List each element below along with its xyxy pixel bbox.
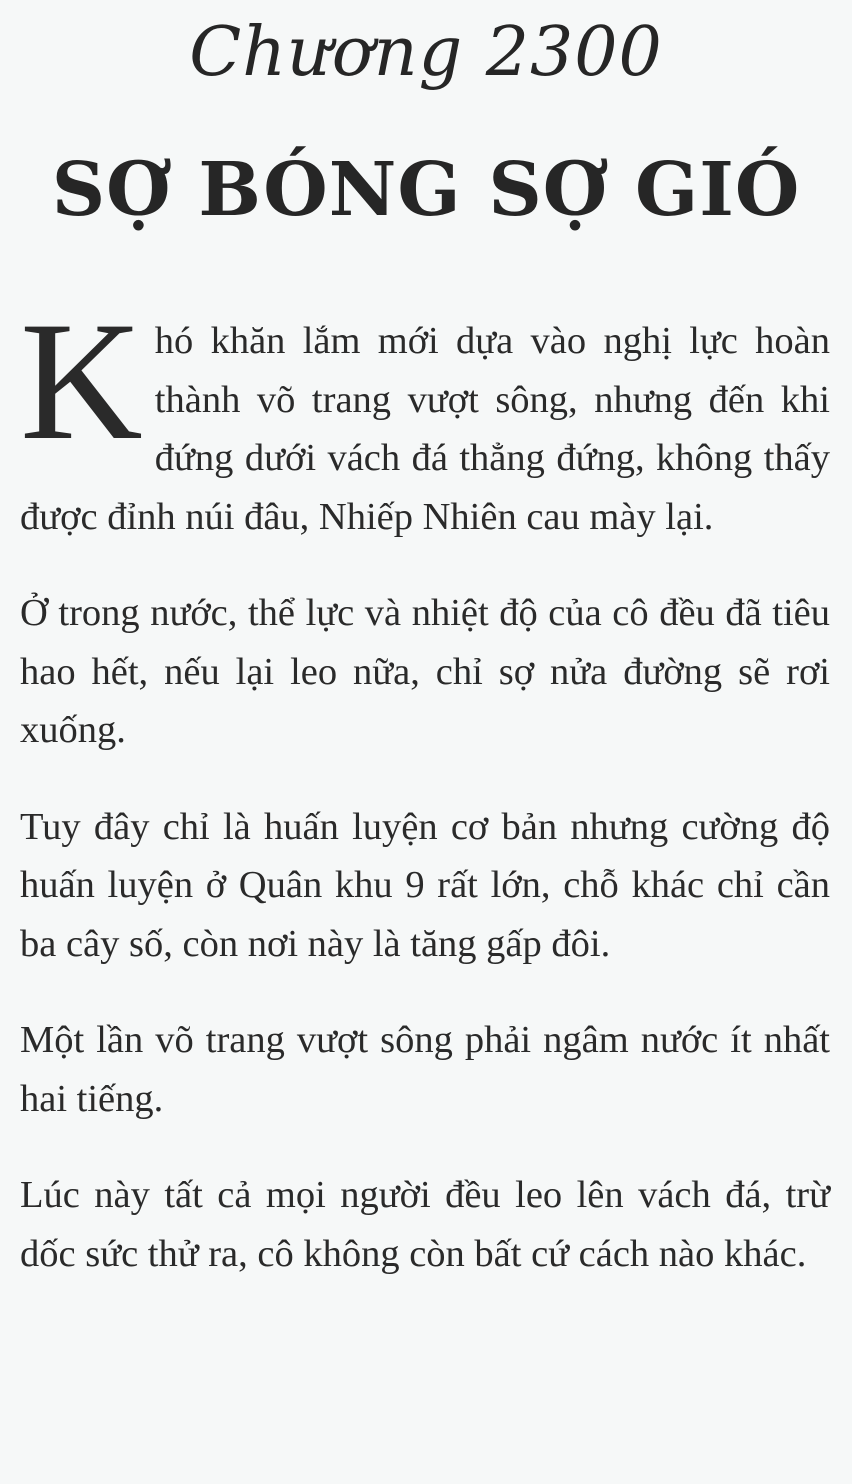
drop-cap: K [20,287,143,475]
paragraph: Lúc này tất cả mọi người đều leo lên vách đá, trừ dốc sức thử ra, cô không còn bất cứ cách nào khác. [20,1174,830,1275]
paragraph: Một lần võ trang vượt sông phải ngâm nước ít nhất hai tiếng. [20,1019,830,1120]
paragraph-text: hó khăn lắm mới dựa vào nghị lực hoàn thành võ trang vượt sông, nhưng đến khi đứng dưới vách đá thẳng đứng, không thấy được đỉnh núi đâu, Nhiếp Nhiên cau mày lại. [20,320,830,538]
paragraph: Ở trong nước, thể lực và nhiệt độ của cô đều đã tiêu hao hết, nếu lại leo nữa, chỉ sợ nửa đường sẽ rơi xuống. [20,592,830,751]
chapter-body [20,287,830,1321]
chapter-number: Chương 2300 [189,13,663,92]
chapter-title: SỢ BÓNG SỢ GIÓ [51,147,801,233]
paragraph [20,287,830,546]
paragraph: Tuy đây chỉ là huấn luyện cơ bản nhưng cường độ huấn luyện ở Quân khu 9 rất lớn, chỗ khác chỉ cần ba cây số, còn nơi này là tăng gấp đôi. [20,805,830,965]
